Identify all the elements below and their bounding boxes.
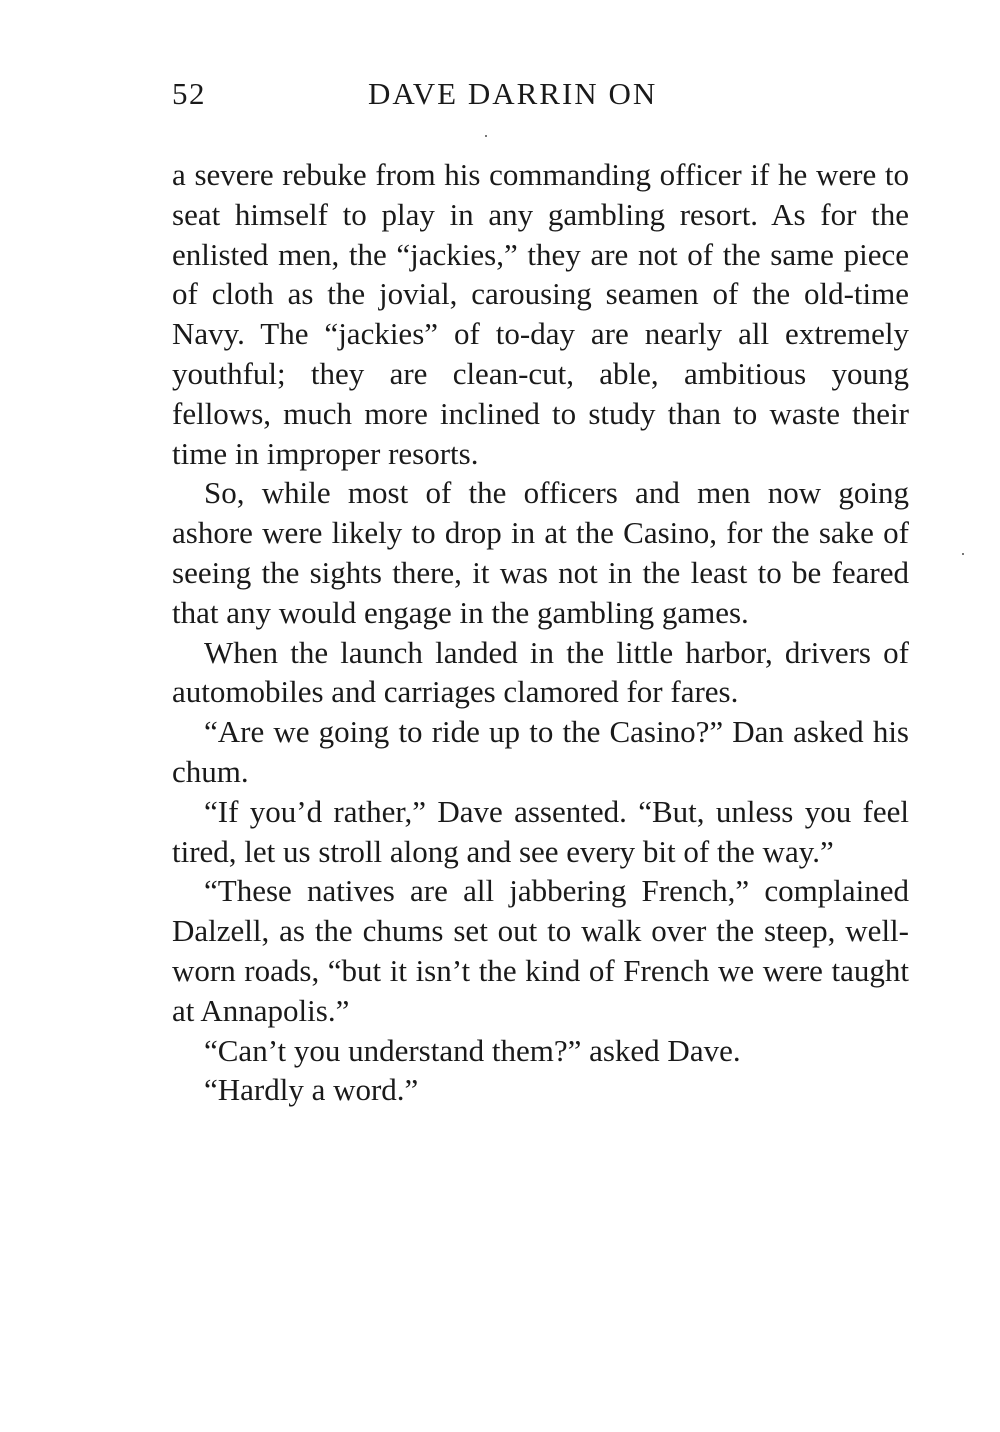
paragraph-8: “Hardly a word.” (204, 1072, 419, 1108)
page-number: 52 (172, 76, 206, 111)
print-speck (485, 135, 487, 137)
print-speck (962, 553, 964, 555)
running-head (172, 76, 908, 116)
paragraph-2: So, while most of the officers and men now going ashore were likely to drop in at the Casino, for the sake of seeing the sights there, it was not in the least to be feared that any would engage in the gambling games. (172, 475, 909, 630)
paragraph-6: “These natives are all jabbering French,” complained Dalzell, as the chums set out to walk over the steep, well-worn roads, “but it isn’t the kind of French we were taught at Annapolis.” (172, 873, 909, 1028)
paragraph-7: “Can’t you understand them?” asked Dave. (204, 1032, 741, 1068)
paragraph-5: “If you’d rather,” Dave assented. “But, unless you feel tired, let us stroll along and see every bit of the way.” (172, 793, 909, 869)
body-text (172, 155, 909, 1110)
paragraph-3: When the launch landed in the little harbor, drivers of automobiles and carriages clamored for fares. (172, 634, 909, 710)
paragraph-1: a severe rebuke from his commanding officer if he were to seat himself to play in any gambling resort. As for the enlisted men, the “jackies,” they are not of the same piece of cloth as the jovial, carousing seamen of the old-time Navy. The “jackies” of to-day are nearly all extremely youthful; they are clean-cut, able, ambitious young fellows, much more inclined to study than to waste their time in improper resorts. (172, 157, 909, 471)
paragraph-4: “Are we going to ride up to the Casino?” Dan asked his chum. (172, 714, 909, 789)
running-title: DAVE DARRIN ON (368, 76, 658, 111)
